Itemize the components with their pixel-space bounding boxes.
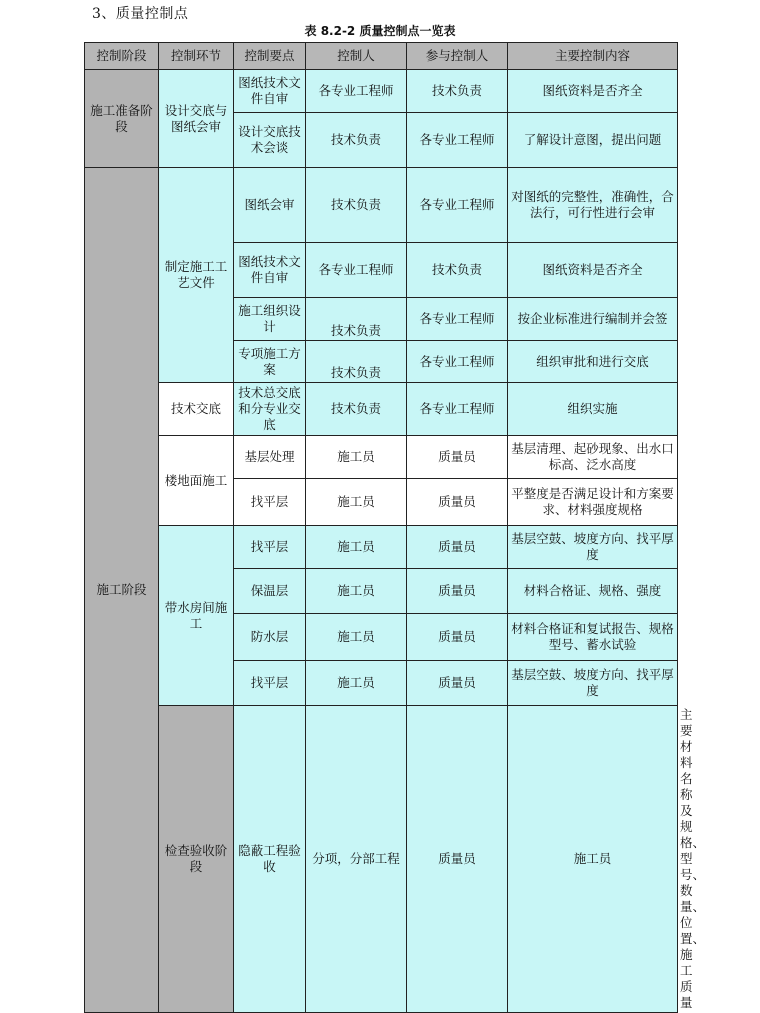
content-cell: 基层空鼓、坡度方向、找平厚度 <box>508 661 678 706</box>
point-cell: 技术总交底和分专业交底 <box>234 383 306 436</box>
controller-cell: 施工员 <box>306 569 407 614</box>
participant-cell: 各专业工程师 <box>407 341 508 383</box>
column-header: 控制人 <box>306 43 407 70</box>
link-cell: 制定施工工艺文件 <box>159 168 234 383</box>
header-row <box>85 43 678 70</box>
controller-cell: 技术负责 <box>306 383 407 436</box>
participant-cell: 质量员 <box>407 661 508 706</box>
link-cell: 隐蔽工程验收 <box>234 706 306 1013</box>
link-cell: 带水房间施工 <box>159 526 234 706</box>
column-header: 控制环节 <box>159 43 234 70</box>
controller-cell: 技术负责 <box>306 341 407 383</box>
point-cell: 图纸技术文件自审 <box>234 70 306 113</box>
content-cell: 按企业标准进行编制并会签 <box>508 298 678 341</box>
column-header: 控制阶段 <box>85 43 159 70</box>
column-header: 参与控制人 <box>407 43 508 70</box>
table-row <box>85 383 678 436</box>
table-caption: 表 8.2-2 质量控制点一览表 <box>304 24 456 38</box>
table-row <box>85 436 678 479</box>
content-cell: 材料合格证、规格、强度 <box>508 569 678 614</box>
controller-cell: 施工员 <box>306 661 407 706</box>
phase-cell: 施工准备阶段 <box>85 70 159 168</box>
participant-cell: 各专业工程师 <box>407 113 508 168</box>
controller-cell: 施工员 <box>306 614 407 661</box>
participant-cell: 技术负责 <box>407 70 508 113</box>
controller-cell: 质量员 <box>407 706 508 1013</box>
point-cell: 找平层 <box>234 479 306 526</box>
point-cell: 找平层 <box>234 526 306 569</box>
controller-cell: 技术负责 <box>306 113 407 168</box>
content-cell: 组织实施 <box>508 383 678 436</box>
link-cell: 技术交底 <box>159 383 234 436</box>
controller-cell: 各专业工程师 <box>306 70 407 113</box>
content-cell: 对图纸的完整性，准确性，合法行，可行性进行会审 <box>508 168 678 243</box>
point-cell: 专项施工方案 <box>234 341 306 383</box>
participant-cell: 质量员 <box>407 569 508 614</box>
participant-cell: 各专业工程师 <box>407 298 508 341</box>
controller-cell: 技术负责 <box>306 168 407 243</box>
point-cell: 图纸会审 <box>234 168 306 243</box>
table-row <box>85 168 678 243</box>
participant-cell: 各专业工程师 <box>407 383 508 436</box>
link-cell: 楼地面施工 <box>159 436 234 526</box>
point-cell: 图纸技术文件自审 <box>234 243 306 298</box>
participant-cell: 质量员 <box>407 479 508 526</box>
participant-cell: 质量员 <box>407 526 508 569</box>
point-cell: 施工组织设计 <box>234 298 306 341</box>
table-row: 检查验收阶段 隐蔽工程验收 分项，分部工程 质量员 施工员 主要材料名称及规格、型号、数量、位置、施工质量 <box>85 706 678 1013</box>
point-cell: 设计交底技术会谈 <box>234 113 306 168</box>
phase-cell: 施工阶段 <box>85 168 159 1013</box>
content-cell: 基层清理、起砂现象、出水口标高、泛水高度 <box>508 436 678 479</box>
participant-cell: 各专业工程师 <box>407 168 508 243</box>
content-cell: 了解设计意图，提出问题 <box>508 113 678 168</box>
controller-cell: 各专业工程师 <box>306 243 407 298</box>
link-cell: 设计交底与图纸会审 <box>159 70 234 168</box>
column-header: 主要控制内容 <box>508 43 678 70</box>
column-header: 控制要点 <box>234 43 306 70</box>
content-cell: 图纸资料是否齐全 <box>508 70 678 113</box>
content-cell: 平整度是否满足设计和方案要求、材料强度规格 <box>508 479 678 526</box>
content-cell: 图纸资料是否齐全 <box>508 243 678 298</box>
controller-cell: 施工员 <box>306 436 407 479</box>
participant-cell: 施工员 <box>508 706 678 1013</box>
table-row <box>85 70 678 113</box>
point-cell: 保温层 <box>234 569 306 614</box>
phase-cell: 检查验收阶段 <box>159 706 234 1013</box>
controller-cell: 技术负责 <box>306 298 407 341</box>
quality-control-table <box>84 42 706 1013</box>
participant-cell: 质量员 <box>407 614 508 661</box>
content-cell: 组织审批和进行交底 <box>508 341 678 383</box>
controller-cell: 施工员 <box>306 479 407 526</box>
controller-cell: 施工员 <box>306 526 407 569</box>
content-cell: 基层空鼓、坡度方向、找平厚度 <box>508 526 678 569</box>
point-cell: 找平层 <box>234 661 306 706</box>
content-cell: 材料合格证和复试报告、规格型号、蓄水试验 <box>508 614 678 661</box>
participant-cell: 质量员 <box>407 436 508 479</box>
participant-cell: 技术负责 <box>407 243 508 298</box>
point-cell: 基层处理 <box>234 436 306 479</box>
section-heading: 3、质量控制点 <box>92 6 189 22</box>
point-cell: 防水层 <box>234 614 306 661</box>
table-row <box>85 526 678 569</box>
point-cell: 分项，分部工程 <box>306 706 407 1013</box>
